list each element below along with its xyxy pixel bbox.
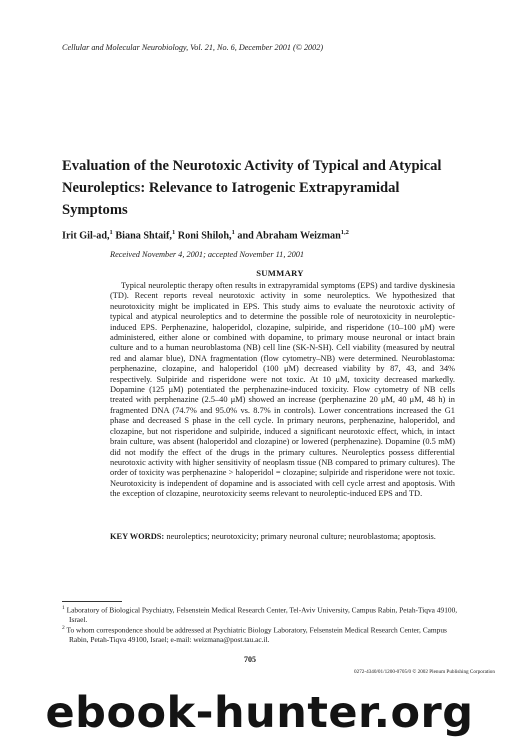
author-affiliation-mark: 1 [231, 229, 235, 236]
copyright-line: 0272-4340/01/1200-0705/0 © 2002 Plenum Publishing Corporation [354, 669, 495, 675]
author-affiliation-mark: 1 [109, 229, 113, 236]
keywords-list: neuroleptics; neurotoxicity; primary neuronal culture; neuroblastoma; apoptosis. [164, 532, 436, 541]
author-affiliation-mark: 1,2 [340, 229, 349, 236]
page-number: 705 [244, 655, 256, 664]
keywords-paragraph [110, 532, 455, 542]
author-list [62, 229, 482, 241]
footnote-divider [62, 601, 122, 602]
footnote-text: Laboratory of Biological Psychiatry, Felsenstein Medical Research Center, Tel-Aviv University, Campus Rabin, Petah-Tiqva 49100, Israel. [64, 605, 458, 624]
article-title: Evaluation of the Neurotoxic Activity of Typical and Atypical Neuroleptics: Relevance to Iatrogenic Extrapyramidal Symptoms [62, 158, 442, 218]
author-name: Irit Gil-ad, [62, 230, 110, 242]
footnote-item [62, 604, 462, 624]
footnote-item [62, 624, 462, 644]
summary-abstract: Typical neuroleptic therapy often results in extrapyramidal symptoms (EPS) and tardive dyskinesia (TD). Recent reports reveal neurotoxic activity in some neuroleptics. We hypothesized that neurotoxicity might be implicated in EPS. This study aims to evaluate the neurotoxic activity of typical and atypical neuroleptics and to determine the possible role of neurotoxicity in neuroleptic-induced EPS. Perphenazine, haloperidol, clozapine, sulpiride, and risperidone (10–100 μM) were administered, either alone or combined with dopamine, to primary mouse neuronal or intact brain culture and to a human neuroblastoma (NB) cell line (SK-N-SH). Cell viability (measured by neutral red and alamar blue), DNA fragmentation (flow cytometry–NB) were determined. Neuroblastoma: perphenazine, clozapine, and haloperidol (100 μM) decreased viability by 87, 43, and 34% respectively. Sulpiride and risperidone were not toxic. At 10 μM, toxicity decreased markedly. Dopamine (125 μM) potentiated the perphenazine-induced toxicity. Flow cytometry of NB cells treated with perphenazine (2.5–40 μM) showed an increase (perphenazine 20 μM, 40 μM, 48 h) in fragmented DNA (74.7% and 95.0% vs. 8.7% in controls). Lower concentrations increased the G1 phase and decreased S phase in the cell cycle. In primary neurons, perphenazine, haloperidol, and clozapine, but not risperidone and sulpiride, induced a significant neurotoxic effect, which, in intact brain culture, was absent (haloperidol and clozapine) or lowered (perphenazine). Dopamine (0.5 mM) did not modify the effect of the drugs in the primary cultures. Neuroleptics possess differential neurotoxic activity with higher sensitivity of neoplasm tissue (NB compared to primary cultures). The order of toxicity was perphenazine > haloperidol = clozapine; sulpiride and risperidone were not toxic. Neurotoxicity is independent of dopamine and is associated with cell cycle arrest and apoptosis. With the exception of clozapine, neurotoxicity seems relevant to neuroleptic-induced EPS and TD. [110, 281, 455, 499]
footnote-mark: 2 [62, 624, 65, 631]
keywords-label: KEY WORDS: [110, 532, 165, 541]
journal-citation: Cellular and Molecular Neurobiology, Vol. 21, No. 6, December 2001 (© 2002) [62, 43, 324, 52]
author-affiliation-mark: 1 [171, 229, 176, 236]
site-watermark: ebook-hunter.org [45, 688, 474, 738]
footnote-text: To whom correspondence should be addressed at Psychiatric Biology Laboratory, Felsenstein Medical Research Center, Campus Rabin, Petah-Tiqva 49100, Israel; e-mail: weizmana@post.tau.ac.il. [64, 625, 447, 644]
footnote-mark: 1 [62, 605, 65, 611]
received-dates: Received November 4, 2001; accepted November 11, 2001 [110, 250, 305, 259]
author-name: Biana Shtaif, [112, 230, 172, 242]
summary-heading: SUMMARY [256, 268, 304, 278]
author-name: and Abraham Weizman [234, 230, 341, 242]
author-name: Roni Shiloh, [175, 230, 232, 242]
footnotes [62, 604, 462, 644]
